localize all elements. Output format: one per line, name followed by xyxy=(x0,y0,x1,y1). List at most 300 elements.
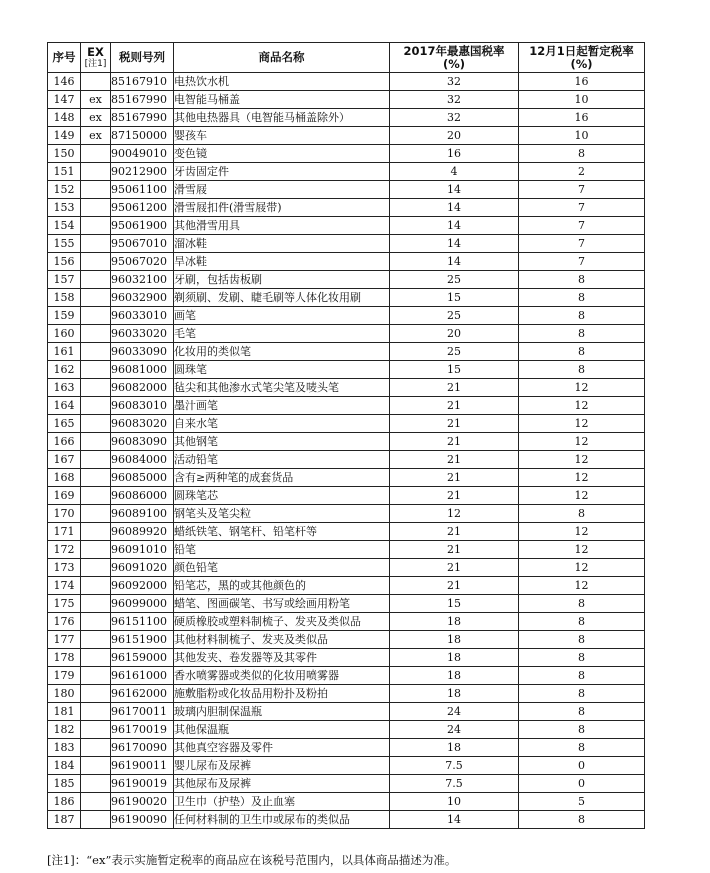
table-row xyxy=(48,181,645,199)
cell-code: 96190090 xyxy=(111,811,174,829)
table-row xyxy=(48,523,645,541)
cell-name: 其他钢笔 xyxy=(174,433,390,451)
cell-code: 95061900 xyxy=(111,217,174,235)
cell-name: 蜡笔、图画碳笔、书写或绘画用粉笔 xyxy=(174,595,390,613)
header-name: 商品名称 xyxy=(174,43,390,73)
cell-ex xyxy=(81,595,111,613)
cell-seq: 187 xyxy=(48,811,81,829)
table-row xyxy=(48,73,645,91)
table-row xyxy=(48,433,645,451)
table-row xyxy=(48,721,645,739)
cell-temp-rate: 12 xyxy=(519,523,645,541)
cell-mfn-rate: 21 xyxy=(390,397,519,415)
cell-mfn-rate: 18 xyxy=(390,649,519,667)
cell-ex xyxy=(81,757,111,775)
header-code: 税则号列 xyxy=(111,43,174,73)
cell-mfn-rate: 14 xyxy=(390,811,519,829)
cell-temp-rate: 7 xyxy=(519,217,645,235)
cell-ex xyxy=(81,163,111,181)
cell-ex xyxy=(81,739,111,757)
cell-temp-rate: 12 xyxy=(519,469,645,487)
table-row xyxy=(48,739,645,757)
table-row xyxy=(48,649,645,667)
cell-mfn-rate: 25 xyxy=(390,271,519,289)
table-row xyxy=(48,703,645,721)
cell-name: 其他电热器具（电智能马桶盖除外） xyxy=(174,109,390,127)
cell-temp-rate: 12 xyxy=(519,379,645,397)
cell-name: 毛笔 xyxy=(174,325,390,343)
cell-ex xyxy=(81,577,111,595)
cell-seq: 160 xyxy=(48,325,81,343)
cell-name: 滑雪屐扣件(滑雪屐带) xyxy=(174,199,390,217)
cell-name: 任何材料制的卫生巾或尿布的类似品 xyxy=(174,811,390,829)
cell-code: 96085000 xyxy=(111,469,174,487)
cell-mfn-rate: 18 xyxy=(390,685,519,703)
cell-seq: 146 xyxy=(48,73,81,91)
cell-ex xyxy=(81,613,111,631)
cell-seq: 163 xyxy=(48,379,81,397)
cell-code: 96170011 xyxy=(111,703,174,721)
cell-ex xyxy=(81,721,111,739)
table-row xyxy=(48,163,645,181)
cell-seq: 168 xyxy=(48,469,81,487)
cell-name: 溜冰鞋 xyxy=(174,235,390,253)
cell-ex xyxy=(81,361,111,379)
cell-code: 96091010 xyxy=(111,541,174,559)
cell-mfn-rate: 18 xyxy=(390,631,519,649)
cell-seq: 175 xyxy=(48,595,81,613)
cell-seq: 179 xyxy=(48,667,81,685)
cell-code: 96161000 xyxy=(111,667,174,685)
cell-temp-rate: 12 xyxy=(519,451,645,469)
cell-seq: 151 xyxy=(48,163,81,181)
cell-code: 96170019 xyxy=(111,721,174,739)
cell-name: 圆珠笔芯 xyxy=(174,487,390,505)
table-row xyxy=(48,505,645,523)
cell-code: 95067020 xyxy=(111,253,174,271)
cell-mfn-rate: 18 xyxy=(390,667,519,685)
cell-temp-rate: 8 xyxy=(519,289,645,307)
table-body xyxy=(48,73,645,829)
cell-code: 95061100 xyxy=(111,181,174,199)
cell-seq: 170 xyxy=(48,505,81,523)
cell-ex xyxy=(81,703,111,721)
table-row xyxy=(48,397,645,415)
header-mfn-unit: (%) xyxy=(442,56,466,71)
cell-code: 85167990 xyxy=(111,91,174,109)
cell-name: 其他尿布及尿裤 xyxy=(174,775,390,793)
cell-code: 90049010 xyxy=(111,145,174,163)
cell-code: 90212900 xyxy=(111,163,174,181)
cell-ex xyxy=(81,631,111,649)
cell-name: 圆珠笔 xyxy=(174,361,390,379)
cell-temp-rate: 8 xyxy=(519,145,645,163)
cell-mfn-rate: 18 xyxy=(390,739,519,757)
cell-temp-rate: 8 xyxy=(519,505,645,523)
cell-ex xyxy=(81,469,111,487)
cell-ex xyxy=(81,451,111,469)
cell-seq: 178 xyxy=(48,649,81,667)
cell-mfn-rate: 25 xyxy=(390,343,519,361)
cell-code: 96170090 xyxy=(111,739,174,757)
cell-mfn-rate: 21 xyxy=(390,451,519,469)
cell-name: 硬质橡胶或塑料制梳子、发夹及类似品 xyxy=(174,613,390,631)
cell-name: 铅笔 xyxy=(174,541,390,559)
cell-ex xyxy=(81,811,111,829)
cell-ex xyxy=(81,253,111,271)
cell-code: 96089100 xyxy=(111,505,174,523)
cell-mfn-rate: 24 xyxy=(390,703,519,721)
cell-temp-rate: 7 xyxy=(519,235,645,253)
cell-code: 96151100 xyxy=(111,613,174,631)
table-row xyxy=(48,253,645,271)
cell-seq: 184 xyxy=(48,757,81,775)
cell-seq: 164 xyxy=(48,397,81,415)
cell-ex xyxy=(81,415,111,433)
cell-name: 毡尖和其他渗水式笔尖笔及唛头笔 xyxy=(174,379,390,397)
cell-name: 其他保温瓶 xyxy=(174,721,390,739)
table-row xyxy=(48,667,645,685)
cell-seq: 172 xyxy=(48,541,81,559)
table-header xyxy=(48,43,645,73)
cell-mfn-rate: 25 xyxy=(390,307,519,325)
cell-temp-rate: 16 xyxy=(519,73,645,91)
cell-seq: 171 xyxy=(48,523,81,541)
table-row xyxy=(48,325,645,343)
cell-temp-rate: 7 xyxy=(519,181,645,199)
table-row xyxy=(48,685,645,703)
cell-ex xyxy=(81,289,111,307)
header-seq: 序号 xyxy=(48,43,81,73)
cell-code: 96033010 xyxy=(111,307,174,325)
cell-code: 96033090 xyxy=(111,343,174,361)
cell-seq: 166 xyxy=(48,433,81,451)
cell-code: 96099000 xyxy=(111,595,174,613)
cell-name: 婴孩车 xyxy=(174,127,390,145)
cell-mfn-rate: 24 xyxy=(390,721,519,739)
cell-seq: 183 xyxy=(48,739,81,757)
cell-mfn-rate: 7.5 xyxy=(390,775,519,793)
cell-code: 96089920 xyxy=(111,523,174,541)
cell-temp-rate: 2 xyxy=(519,163,645,181)
cell-temp-rate: 8 xyxy=(519,631,645,649)
cell-mfn-rate: 32 xyxy=(390,109,519,127)
cell-mfn-rate: 20 xyxy=(390,127,519,145)
header-mfn-rate xyxy=(390,43,519,73)
cell-mfn-rate: 32 xyxy=(390,73,519,91)
cell-name: 蜡纸铁笔、钢笔杆、铅笔杆等 xyxy=(174,523,390,541)
cell-ex xyxy=(81,541,111,559)
cell-temp-rate: 8 xyxy=(519,361,645,379)
cell-temp-rate: 8 xyxy=(519,667,645,685)
cell-seq: 181 xyxy=(48,703,81,721)
cell-ex xyxy=(81,271,111,289)
table-row xyxy=(48,559,645,577)
cell-code: 96083010 xyxy=(111,397,174,415)
cell-code: 96082000 xyxy=(111,379,174,397)
cell-seq: 161 xyxy=(48,343,81,361)
cell-temp-rate: 8 xyxy=(519,325,645,343)
cell-temp-rate: 8 xyxy=(519,595,645,613)
cell-seq: 149 xyxy=(48,127,81,145)
cell-name: 电热饮水机 xyxy=(174,73,390,91)
cell-name: 剃须刷、发刷、睫毛刷等人体化妆用刷 xyxy=(174,289,390,307)
table-row xyxy=(48,109,645,127)
cell-seq: 154 xyxy=(48,217,81,235)
header-temp-rate xyxy=(519,43,645,73)
cell-temp-rate: 12 xyxy=(519,577,645,595)
cell-temp-rate: 7 xyxy=(519,253,645,271)
cell-seq: 150 xyxy=(48,145,81,163)
cell-ex xyxy=(81,793,111,811)
cell-mfn-rate: 14 xyxy=(390,235,519,253)
cell-temp-rate: 8 xyxy=(519,685,645,703)
cell-name: 铅笔芯，黑的或其他颜色的 xyxy=(174,577,390,595)
cell-ex xyxy=(81,73,111,91)
table-row xyxy=(48,631,645,649)
cell-code: 96086000 xyxy=(111,487,174,505)
table-row xyxy=(48,379,645,397)
cell-mfn-rate: 21 xyxy=(390,433,519,451)
cell-ex xyxy=(81,217,111,235)
table-row xyxy=(48,343,645,361)
cell-code: 96091020 xyxy=(111,559,174,577)
cell-code: 85167910 xyxy=(111,73,174,91)
cell-code: 96190011 xyxy=(111,757,174,775)
cell-ex xyxy=(81,307,111,325)
cell-ex xyxy=(81,379,111,397)
cell-ex xyxy=(81,487,111,505)
cell-mfn-rate: 20 xyxy=(390,325,519,343)
cell-code: 95061200 xyxy=(111,199,174,217)
cell-temp-rate: 7 xyxy=(519,199,645,217)
cell-temp-rate: 8 xyxy=(519,613,645,631)
cell-seq: 186 xyxy=(48,793,81,811)
cell-temp-rate: 0 xyxy=(519,775,645,793)
cell-mfn-rate: 18 xyxy=(390,613,519,631)
cell-mfn-rate: 12 xyxy=(390,505,519,523)
cell-code: 96032100 xyxy=(111,271,174,289)
cell-seq: 174 xyxy=(48,577,81,595)
cell-name: 滑雪屐 xyxy=(174,181,390,199)
table-row xyxy=(48,577,645,595)
cell-seq: 162 xyxy=(48,361,81,379)
cell-code: 96162000 xyxy=(111,685,174,703)
cell-seq: 167 xyxy=(48,451,81,469)
cell-code: 96032900 xyxy=(111,289,174,307)
cell-seq: 153 xyxy=(48,199,81,217)
cell-mfn-rate: 21 xyxy=(390,559,519,577)
cell-name: 其他滑雪用具 xyxy=(174,217,390,235)
cell-seq: 157 xyxy=(48,271,81,289)
cell-name: 卫生巾（护垫）及止血塞 xyxy=(174,793,390,811)
cell-seq: 182 xyxy=(48,721,81,739)
cell-seq: 159 xyxy=(48,307,81,325)
cell-mfn-rate: 32 xyxy=(390,91,519,109)
header-ex-label: EX xyxy=(87,45,104,59)
cell-seq: 180 xyxy=(48,685,81,703)
table-row xyxy=(48,91,645,109)
cell-temp-rate: 8 xyxy=(519,343,645,361)
table-row xyxy=(48,127,645,145)
cell-ex xyxy=(81,685,111,703)
cell-name: 旱冰鞋 xyxy=(174,253,390,271)
cell-ex xyxy=(81,343,111,361)
table-row xyxy=(48,235,645,253)
cell-name: 电智能马桶盖 xyxy=(174,91,390,109)
cell-temp-rate: 8 xyxy=(519,271,645,289)
table-row xyxy=(48,595,645,613)
cell-ex xyxy=(81,649,111,667)
table-row xyxy=(48,415,645,433)
cell-seq: 148 xyxy=(48,109,81,127)
cell-seq: 173 xyxy=(48,559,81,577)
cell-ex xyxy=(81,145,111,163)
table-row xyxy=(48,757,645,775)
cell-name: 钢笔头及笔尖粒 xyxy=(174,505,390,523)
cell-name: 其他材料制梳子、发夹及类似品 xyxy=(174,631,390,649)
cell-mfn-rate: 21 xyxy=(390,541,519,559)
cell-temp-rate: 10 xyxy=(519,91,645,109)
table-row xyxy=(48,145,645,163)
cell-name: 含有≥两种笔的成套货品 xyxy=(174,469,390,487)
cell-name: 香水喷雾器或类似的化妆用喷雾器 xyxy=(174,667,390,685)
cell-temp-rate: 16 xyxy=(519,109,645,127)
header-mfn-rate-label: 2017年最惠国税率 xyxy=(403,43,505,58)
cell-name: 自来水笔 xyxy=(174,415,390,433)
cell-temp-rate: 12 xyxy=(519,559,645,577)
cell-seq: 177 xyxy=(48,631,81,649)
cell-mfn-rate: 10 xyxy=(390,793,519,811)
table-row xyxy=(48,271,645,289)
cell-code: 96190020 xyxy=(111,793,174,811)
cell-code: 87150000 xyxy=(111,127,174,145)
cell-ex xyxy=(81,523,111,541)
header-ex-note: [注1] xyxy=(84,59,107,69)
cell-code: 96083020 xyxy=(111,415,174,433)
table-row xyxy=(48,289,645,307)
cell-seq: 156 xyxy=(48,253,81,271)
cell-ex xyxy=(81,181,111,199)
cell-name: 其他真空容器及零件 xyxy=(174,739,390,757)
table-row xyxy=(48,613,645,631)
cell-name: 牙齿固定件 xyxy=(174,163,390,181)
table-row xyxy=(48,775,645,793)
cell-seq: 169 xyxy=(48,487,81,505)
cell-temp-rate: 12 xyxy=(519,487,645,505)
cell-temp-rate: 12 xyxy=(519,541,645,559)
cell-name: 牙刷，包括齿板刷 xyxy=(174,271,390,289)
cell-mfn-rate: 21 xyxy=(390,379,519,397)
cell-temp-rate: 8 xyxy=(519,307,645,325)
cell-seq: 176 xyxy=(48,613,81,631)
cell-seq: 155 xyxy=(48,235,81,253)
cell-name: 化妆用的类似笔 xyxy=(174,343,390,361)
cell-code: 96083090 xyxy=(111,433,174,451)
cell-code: 96151900 xyxy=(111,631,174,649)
table-row xyxy=(48,541,645,559)
cell-name: 墨汁画笔 xyxy=(174,397,390,415)
cell-temp-rate: 12 xyxy=(519,433,645,451)
cell-seq: 185 xyxy=(48,775,81,793)
cell-name: 玻璃内胆制保温瓶 xyxy=(174,703,390,721)
cell-code: 96159000 xyxy=(111,649,174,667)
cell-ex xyxy=(81,505,111,523)
cell-name: 施敷脂粉或化妆品用粉扑及粉拍 xyxy=(174,685,390,703)
cell-temp-rate: 5 xyxy=(519,793,645,811)
table-row xyxy=(48,217,645,235)
cell-mfn-rate: 21 xyxy=(390,487,519,505)
header-row xyxy=(48,43,645,73)
cell-mfn-rate: 21 xyxy=(390,415,519,433)
cell-temp-rate: 8 xyxy=(519,811,645,829)
cell-ex: ex xyxy=(81,91,111,109)
cell-ex: ex xyxy=(81,127,111,145)
cell-temp-rate: 0 xyxy=(519,757,645,775)
cell-ex xyxy=(81,433,111,451)
cell-mfn-rate: 21 xyxy=(390,577,519,595)
cell-mfn-rate: 15 xyxy=(390,361,519,379)
cell-name: 婴儿尿布及尿裤 xyxy=(174,757,390,775)
tariff-table xyxy=(47,42,645,829)
cell-temp-rate: 8 xyxy=(519,703,645,721)
header-temp-unit: (%) xyxy=(570,56,593,71)
cell-code: 96084000 xyxy=(111,451,174,469)
cell-code: 96081000 xyxy=(111,361,174,379)
cell-mfn-rate: 21 xyxy=(390,469,519,487)
cell-name: 颜色铅笔 xyxy=(174,559,390,577)
table-row xyxy=(48,307,645,325)
table-row xyxy=(48,793,645,811)
cell-mfn-rate: 14 xyxy=(390,199,519,217)
table-row xyxy=(48,811,645,829)
cell-temp-rate: 12 xyxy=(519,397,645,415)
footnote: [注1]：“ex”表示实施暂定税率的商品应在该税号范围内，以具体商品描述为准。 xyxy=(47,853,457,867)
cell-seq: 152 xyxy=(48,181,81,199)
cell-mfn-rate: 14 xyxy=(390,253,519,271)
cell-temp-rate: 10 xyxy=(519,127,645,145)
cell-name: 画笔 xyxy=(174,307,390,325)
cell-ex xyxy=(81,775,111,793)
cell-temp-rate: 8 xyxy=(519,649,645,667)
cell-mfn-rate: 15 xyxy=(390,289,519,307)
cell-mfn-rate: 14 xyxy=(390,181,519,199)
cell-ex: ex xyxy=(81,109,111,127)
cell-code: 96190019 xyxy=(111,775,174,793)
cell-ex xyxy=(81,199,111,217)
cell-code: 96033020 xyxy=(111,325,174,343)
cell-ex xyxy=(81,667,111,685)
cell-mfn-rate: 7.5 xyxy=(390,757,519,775)
cell-temp-rate: 12 xyxy=(519,415,645,433)
cell-ex xyxy=(81,325,111,343)
table-row xyxy=(48,487,645,505)
cell-mfn-rate: 15 xyxy=(390,595,519,613)
table-row xyxy=(48,361,645,379)
table-row xyxy=(48,469,645,487)
cell-mfn-rate: 4 xyxy=(390,163,519,181)
cell-ex xyxy=(81,397,111,415)
cell-temp-rate: 8 xyxy=(519,721,645,739)
cell-seq: 147 xyxy=(48,91,81,109)
cell-ex xyxy=(81,235,111,253)
cell-code: 96092000 xyxy=(111,577,174,595)
cell-mfn-rate: 16 xyxy=(390,145,519,163)
table-row xyxy=(48,451,645,469)
header-temp-rate-label: 12月1日起暂定税率 xyxy=(529,43,634,58)
cell-temp-rate: 8 xyxy=(519,739,645,757)
table-row xyxy=(48,199,645,217)
